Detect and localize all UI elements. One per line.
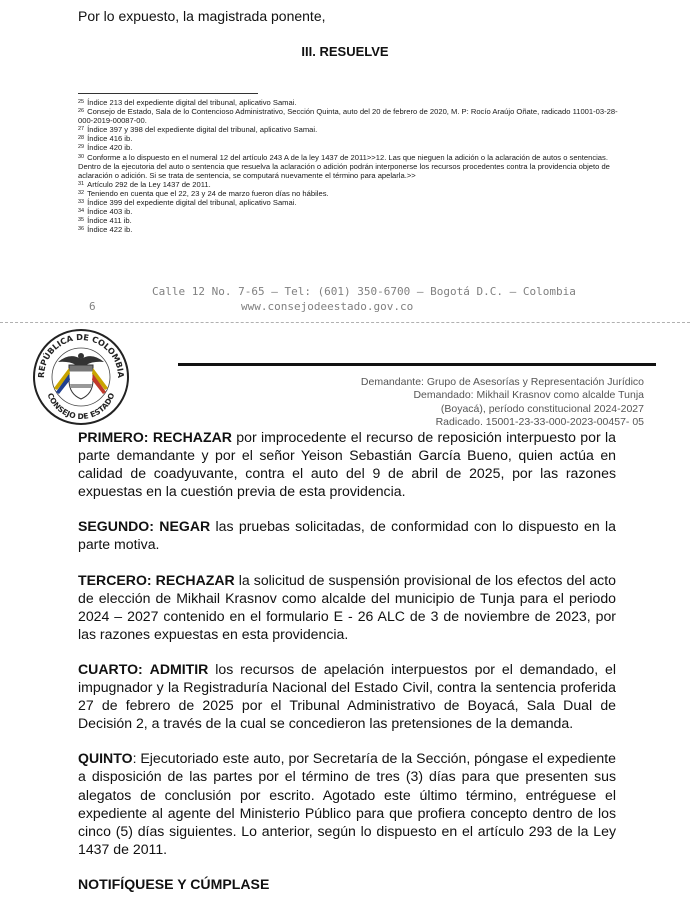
resolution-quinto: QUINTO: Ejecutoriado este auto, por Secretaría de la Sección, póngase el expediente a disposición de las partes por el término de tres (3) días para que presenten sus alegatos de conclusión por escrito. Agotado este último término, entréguese el expediente al agente del Ministerio Público para que profiera concepto dentro de los cinco (5) días siguientes. Lo anterior, según lo dispuesto en el artículo 293 de la Ley 1437 de 2011. — [78, 750, 616, 857]
section-heading: III. RESUELVE — [301, 44, 389, 59]
footnote: $^{28}$ Índice 416 ib. — [78, 134, 133, 144]
seal-bottom-text: CONSEJO DE ESTADO — [45, 391, 117, 422]
resolution-cuarto: CUARTO: ADMITIR los recursos de apelación interpuestos por el demandado, el impugnador y la Registraduría Nacional del Estado Civil, contra la sentencia proferida 27 de febrero de 2025 por el Tribunal Administrativo de Boyacá, Sala Dual de Decisión 2, a través de la cual se concedieron las pretensiones de la demanda. — [78, 660, 616, 732]
closing-order: NOTIFÍQUESE Y CÚMPLASE — [78, 875, 270, 892]
footnote: $^{27}$ Índice 397 y 398 del expediente digital del tribunal, aplicativo Samai. — [78, 125, 318, 135]
intro-text: Por lo expuesto, la magistrada ponente, — [78, 8, 326, 24]
caption-file-number: Radicado. 15001-23-33-000-2023-00457- 05 — [435, 415, 644, 428]
footnote: $^{29}$ Índice 420 ib. — [78, 143, 133, 153]
footnote: $^{33}$ Índice 399 del expediente digital del tribunal, aplicativo Samai. — [78, 198, 297, 208]
footnote-separator — [78, 93, 258, 94]
footnote: $^{26}$ Consejo de Estado, Sala de lo Contencioso Administrativo, Sección Quinta, auto del 20 de febrero de 2020, M. P: Rocío Araújo Oñate, radicado 11001-03-28-000-2019-00087-00. — [78, 107, 618, 126]
footnotes — [78, 98, 618, 234]
footnote: $^{35}$ Índice 411 ib. — [78, 216, 132, 226]
footnote: $^{34}$ Índice 403 ib. — [78, 207, 133, 217]
resolutions — [78, 428, 616, 910]
case-caption — [244, 376, 644, 429]
page-number: 6 — [89, 300, 96, 313]
resolution-primero: PRIMERO: RECHAZAR por improcedente el recurso de reposición interpuesto por la parte demandante y por el señor Yeison Sebastián García Bueno, quien actúa en calidad de coadyuvante, contra el auto del 9 de abril de 2025, por las razones expuestas en la cuestión previa de esta providencia. — [78, 429, 616, 500]
page-break — [0, 322, 690, 323]
caption-plaintiff: Demandante: Grupo de Asesorías y Representación Jurídico — [360, 376, 644, 388]
caption-defendant: Demandado: Mikhail Krasnov como alcalde Tunja — [413, 389, 644, 402]
footer-address: Calle 12 No. 7-65 – Tel: (601) 350-6700 – Bogotá D.C. – Colombia — [152, 285, 576, 298]
resolution-segundo: SEGUNDO: NEGAR las pruebas solicitadas, de conformidad con lo dispuesto en la parte motiva. — [78, 518, 616, 553]
footnote: $^{25}$ Índice 213 del expediente digital del tribunal, aplicativo Samai. — [78, 98, 297, 107]
header-rule — [178, 363, 656, 366]
footnote: $^{36}$ Índice 422 ib. — [78, 225, 133, 235]
caption-period: (Boyacá), período constitucional 2024-2027 — [440, 402, 644, 415]
resolution-tercero: TERCERO: RECHAZAR la solicitud de suspensión provisional de los efectos del acto de elección de Mikhail Krasnov como alcalde del municipio de Tunja para el periodo 2024 – 2027 contenido en el formulario E - 26 ALC de 3 de noviembre de 2023, por las razones expuestas en esta providencia. — [78, 571, 616, 642]
footnote: $^{30}$ Conforme a lo dispuesto en el numeral 12 del artículo 243 A de la ley 1437 de 2011>>12. Las que nieguen la adición o la aclaración de autos o sentencias. Dentro de la ejecutoria del auto o sentencia que resuelva la aclaración o adición podrán interponerse los recursos procedentes contra la providencia objeto de aclaración o adición. Si se trata de sentencia, se computará nuevamente el término para apelarla.>> — [78, 152, 610, 180]
consejo-de-estado-seal — [30, 328, 132, 426]
footer-website: www.consejodeestado.gov.co — [241, 300, 414, 313]
footnote: $^{32}$ Teniendo en cuenta que el 22, 23 y 24 de marzo fueron días no hábiles. — [78, 188, 329, 198]
seal-top-text: REPÚBLICA DE COLOMBIA — [35, 331, 127, 379]
footnote: $^{31}$ Artículo 292 de la Ley 1437 de 2011. — [78, 179, 211, 189]
